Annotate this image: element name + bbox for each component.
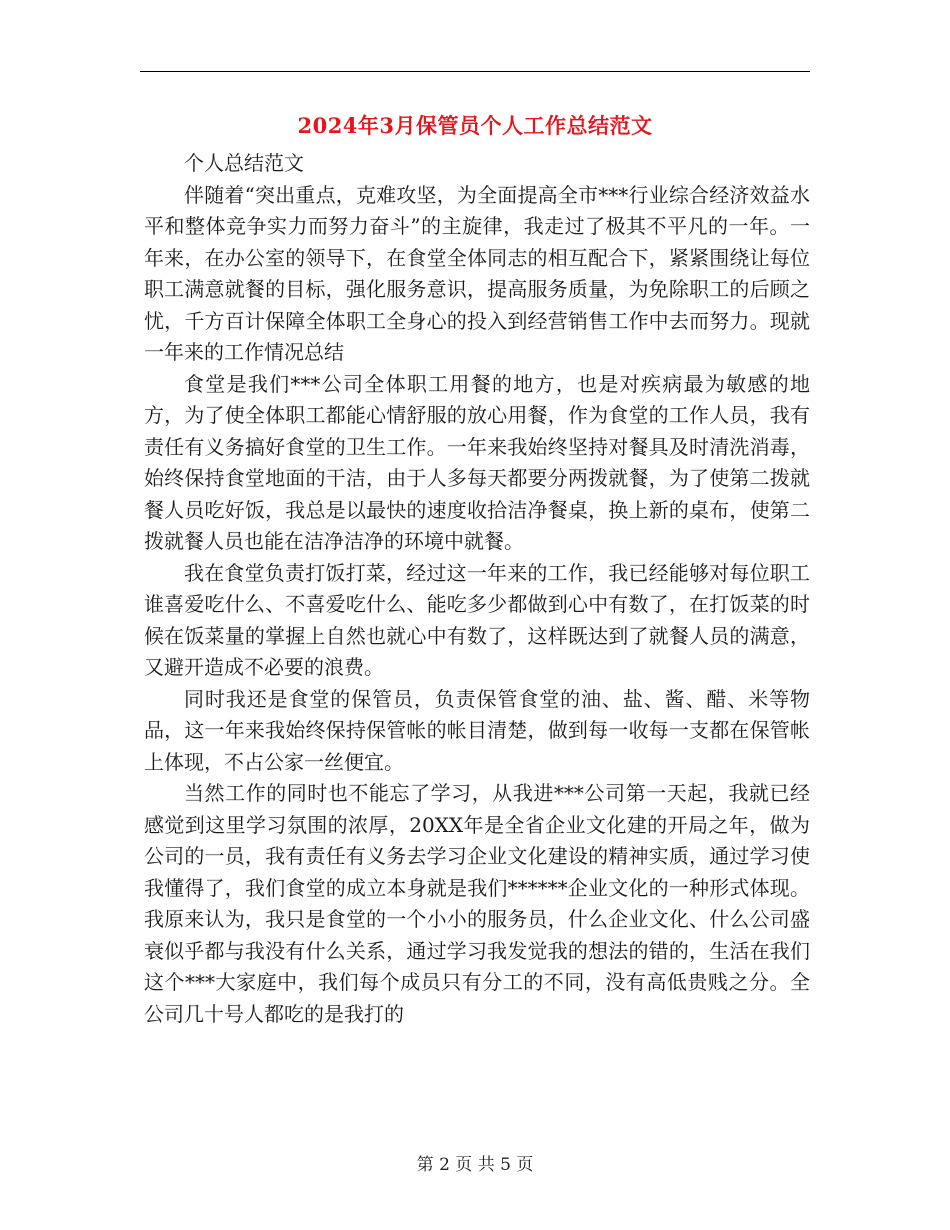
paragraph-2: 食堂是我们***公司全体职工用餐的地方，也是对疾病最为敏感的地方，为了使全体职工都能心情舒服的放心用餐，作为食堂的工作人员，我有责任有义务搞好食堂的卫生工作。一年来我始终坚持对餐具及时清洗消毒，始终保持食堂地面的干洁，由于人多每天都要分两拨就餐，为了使第二拨就餐人员吃好饭，我总是以最快的速度收拾洁净餐桌，换上新的桌布，使第二拨就餐人员也能在洁净洁净的环境中就餐。	[144, 371, 810, 553]
paragraph-3: 我在食堂负责打饭打菜，经过这一年来的工作，我已经能够对每位职工谁喜爱吃什么、不喜爱吃什么、能吃多少都做到心中有数了，在打饭菜的时候在饭菜量的掌握上自然也就心中有数了，这样既达到了就餐人员的满意，又避开造成不必要的浪费。	[144, 560, 810, 679]
document-body	[144, 148, 810, 1030]
paragraph-5: 当然工作的同时也不能忘了学习，从我进***公司第一天起，我就已经感觉到这里学习氛围的浓厚，20XX年是全省企业文化建的开局之年，做为公司的一员，我有责任有义务去学习企业文化建设的精神实质，通过学习使我懂得了，我们食堂的成立本身就是我们******企业文化的一种形式体现。我原来认为，我只是食堂的一个小小的服务员，什么企业文化、什么公司盛衰似乎都与我没有什么关系，通过学习我发觉我的想法的错的，生活在我们这个***大家庭中，我们每个成员只有分工的不同，没有高低贵贱之分。全公司几十号人都吃的是我打的	[144, 781, 810, 1026]
paragraph-1: 伴随着“突出重点，克难攻坚，为全面提高全市***行业综合经济效益水平和整体竞争实力而努力奋斗”的主旋律，我走过了极其不平凡的一年。一年来，在办公室的领导下，在食堂全体同志的相互配合下，紧紧围绕让每位职工满意就餐的目标，强化服务意识，提高服务质量，为免除职工的后顾之忧，千方百计保障全体职工全身心的投入到经营销售工作中去而努力。现就一年来的工作情况总结	[144, 182, 810, 364]
document-title: 2024年3月保管员个人工作总结范文	[297, 113, 653, 138]
paragraph-subtitle: 个人总结范文	[184, 151, 304, 175]
paragraph-4: 同时我还是食堂的保管员，负责保管食堂的油、盐、酱、醋、米等物品，这一年来我始终保持保管帐的帐目清楚，做到每一收每一支都在保管帐上体现，不占公家一丝便宜。	[144, 686, 810, 774]
header-rule	[140, 71, 810, 72]
page-footer: 第 2 页 共 5 页	[416, 1155, 534, 1175]
